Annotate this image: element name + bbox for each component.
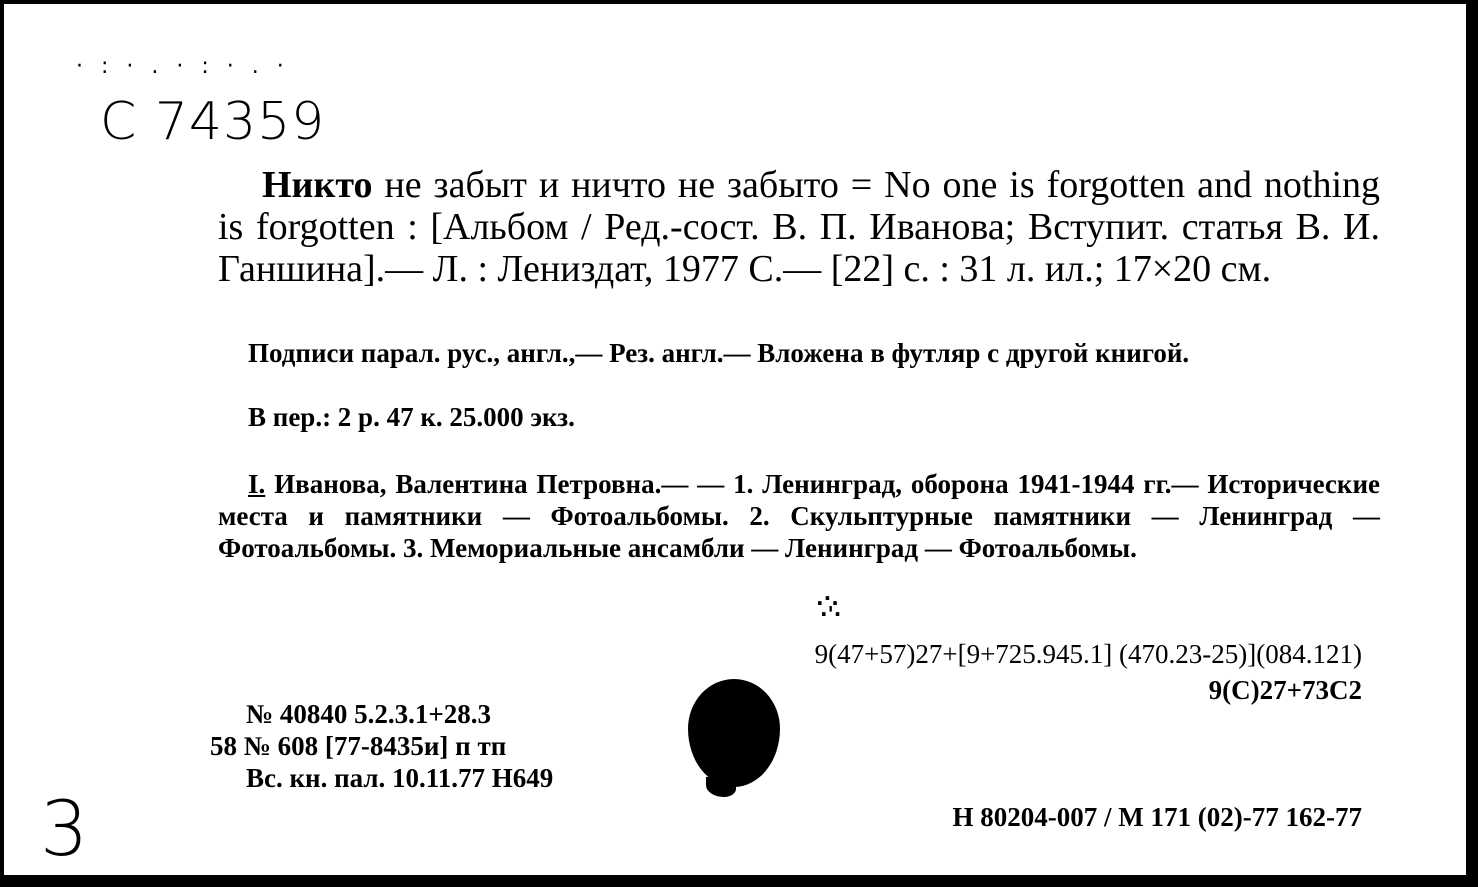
punch-hole — [688, 679, 780, 787]
classification-line-2: 9(С)27+73С2 — [1208, 675, 1362, 705]
classification-line-1: 9(47+57)27+[9+725.945.1] (470.23-25)](084.121) — [814, 639, 1362, 669]
publisher-info-line-3: Вс. кн. пал. 10.11.77 Н649 — [246, 763, 554, 793]
subject-tracings — [218, 468, 1380, 564]
main-entry-heading: Никто — [262, 164, 373, 206]
main-entry-body: не забыт и ничто не забыто = No one is forgotten and nothing is forgotten : [Альбом / Ред.-сост. В. П. Иванова; Вступит. статья В. И. Ганшина].— Л. : Лениздат, 1977 С.— [22] с. : 31 л. ил.; 17×20 см. — [218, 164, 1380, 290]
added-entry-marker: I. — [248, 469, 266, 499]
publisher-info-line-1: № 40840 5.2.3.1+28.3 — [246, 699, 492, 729]
main-entry — [218, 164, 1380, 290]
scan-specks: ·:·.·:·.· — [76, 54, 302, 79]
scan-speck: .·. — [816, 586, 839, 610]
classification-indices — [815, 636, 1362, 708]
publisher-info — [210, 698, 553, 794]
publisher-info-line-2: 58 № 608 [77-8435и] п тп — [210, 731, 507, 761]
catalog-number: С 74359 — [100, 92, 326, 152]
handwritten-mark: 3 — [40, 784, 89, 873]
tracings-text: Иванова, Валентина Петровна.— — 1. Ленинград, оборона 1941-1944 гг.— Исторические места и памятники — Фотоальбомы. 2. Скульптурные памятники — Ленинград — Фотоальбомы. 3. Мемориальные ансамбли — Ленинград — Фотоальбомы. — [218, 469, 1381, 563]
bottom-code: Н 80204-007 / М 171 (02)-77 162-77 — [952, 802, 1362, 832]
scan-speck: ·'· — [820, 602, 842, 626]
price-line: В пер.: 2 р. 47 к. 25.000 экз. — [248, 402, 575, 432]
notes: Подписи парал. рус., англ.,— Рез. англ.— Вложена в футляр с другой книгой. — [248, 338, 1190, 368]
